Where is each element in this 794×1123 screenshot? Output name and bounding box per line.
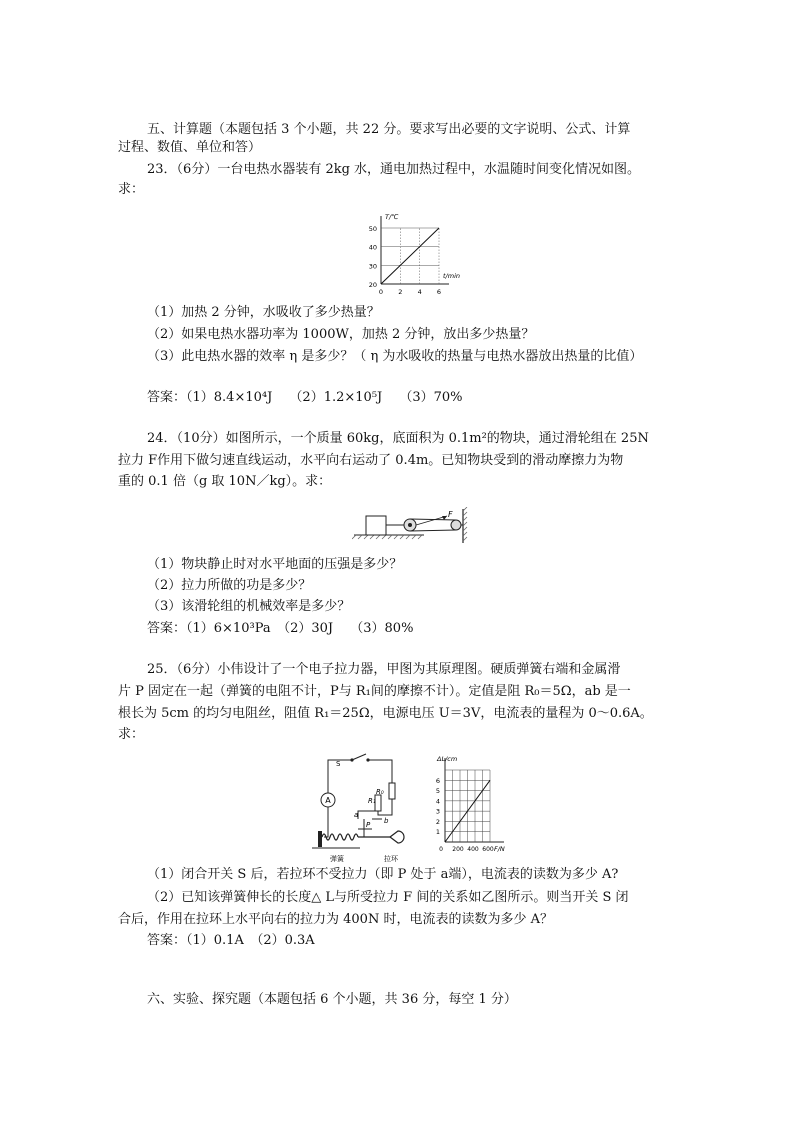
q25-extension-chart (425, 752, 535, 856)
y-tick-label: 40 (368, 243, 377, 252)
r1-label: R₁ (368, 797, 376, 805)
y-tick-label: 20 (368, 281, 377, 289)
x-tick-label: 0 (439, 846, 443, 853)
x-tick-label: 200 (452, 846, 464, 853)
q24-stem-line1: 24．（10分）如图所示，一个质量 60kg，底面积为 0.1m²的物块，通过滑轮组在 25N (147, 431, 649, 446)
q25-answer: 答案：（1）0.1A （2）0.3A (147, 933, 315, 948)
wire-r0-r1 (378, 799, 392, 815)
y-tick-label: 3 (435, 807, 440, 816)
y-tick-label: 4 (435, 797, 440, 806)
y-tick-label: 30 (368, 262, 377, 271)
q25-stem-line1: 25．（6分）小伟设计了一个电子拉力器，甲图为其原理图。硬质弹簧右端和金属滑 (147, 662, 621, 677)
terminal-b-label: b (384, 817, 389, 825)
x-axis-label: t/min (443, 272, 460, 280)
q24-question-1: （1）物块静止时对水平地面的压强是多少？ (147, 557, 403, 572)
spring-label: 弹簧 (330, 855, 344, 863)
moving-pulley-axle (408, 523, 412, 527)
q25-question-2-line1: （2）已知该弹簧伸长的长度△ L与所受拉力 F 间的关系如乙图所示。则当开关 S 闭 (147, 890, 629, 905)
switch-label: S (336, 760, 341, 768)
r0-resistor (389, 783, 395, 799)
q24-pulley-figure (352, 507, 477, 547)
r0-label: R₀ (376, 788, 384, 796)
pull-ring (390, 831, 404, 843)
q24-stem-line3: 重的 0.1 倍（g 取 10N／kg）。求： (118, 474, 332, 489)
q24-answer: 答案：（1）6×10³Pa （2）30J （3）80% (147, 621, 414, 636)
section5-heading-line1: 五、计算题（本题包括 3 个小题，共 22 分。要求写出必要的文字说明、公式、计算 (147, 122, 631, 137)
q23-question-2: （2）如果电热水器功率为 1000W，加热 2 分钟，放出多少热量？ (147, 327, 535, 342)
q25-stem-line3: 根长为 5cm 的均匀电阻丝，阻值 R₁＝25Ω，电源电压 U＝3V，电流表的量程为 0～0.6A。 (118, 706, 653, 721)
q23-stem-line2: 求： (118, 182, 145, 197)
section5-heading-line2: 过程、数值、单位和答） (118, 140, 262, 155)
q25-question-2-line2: 合后，作用在拉环上水平向右的拉力为 400N 时，电流表的读数为多少 A？ (118, 912, 553, 927)
y-tick-label: 2 (435, 817, 440, 826)
q24-question-2: （2）拉力所做的功是多少？ (147, 578, 312, 593)
q25-stem-line2: 片 P 固定在一起（弹簧的电阻不计，P与 R₁间的摩擦不计）。定值是阻 R₀＝5Ω，ab 是一 (118, 684, 631, 699)
q25-circuit-diagram (312, 753, 412, 865)
block (366, 516, 386, 535)
x-tick-label: 0 (378, 288, 384, 296)
x-tick-label: 400 (467, 846, 479, 853)
y-tick-label: 5 (435, 787, 440, 796)
q25-stem-line4: 求： (118, 727, 145, 742)
y-tick-label: 50 (368, 225, 377, 233)
wire-left-bottom (324, 807, 328, 837)
slider-p-label: P (366, 821, 371, 829)
pull-rope (416, 516, 447, 525)
temperature-line (381, 228, 439, 284)
ring-label: 拉环 (384, 855, 398, 863)
x-tick-label: 2 (398, 288, 403, 296)
q23-temperature-chart (355, 210, 465, 302)
x-axis-label: F/N (494, 845, 505, 853)
wire-right-top (368, 760, 392, 783)
x-tick-label: 4 (417, 288, 422, 296)
switch-blade (352, 754, 366, 760)
q23-question-3: （3）此电热水器的效率 η 是多少？（ η 为水吸收的热量与电热水器放出热量的比值） (147, 349, 643, 364)
q24-question-3: （3）该滑轮组的机械效率是多少？ (147, 599, 351, 614)
fixed-pulley (451, 520, 461, 530)
y-tick-label: 1 (435, 828, 440, 837)
q23-stem-line1: 23．（6分）一台电热水器装有 2kg 水，通电加热过程中，水温随时间变化情况如图。 (147, 162, 641, 177)
wall-hatching (463, 507, 467, 541)
r1-resistor (375, 795, 381, 811)
q24-stem-line2: 拉力 F作用下做匀速直线运动，水平向右运动了 0.4m。已知物块受到的滑动摩擦力为物 (118, 453, 624, 468)
terminal-a-label: a (354, 811, 359, 819)
x-tick-label: 6 (436, 288, 442, 296)
spring-mount (318, 831, 322, 847)
y-axis-label: ΔL/cm (437, 755, 458, 763)
section6-heading: 六、实验、探究题（本题包括 6 个小题，共 36 分，每空 1 分） (147, 992, 517, 1007)
ammeter-label: A (325, 796, 331, 805)
q23-question-1: （1）加热 2 分钟，水吸收了多少热量？ (147, 305, 380, 320)
y-axis-label: T/℃ (385, 213, 399, 221)
q25-question-1: （1）闭合开关 S 后，若拉环不受拉力（即 P 处于 a端），电流表的读数为多少 A? (147, 867, 619, 882)
y-tick-label: 6 (435, 776, 440, 785)
x-tick-label: 600 (482, 846, 494, 853)
ground-hatching (352, 535, 422, 539)
q23-answer: 答案：（1）8.4×10⁴J （2）1.2×10⁵J （3）70% (147, 390, 463, 405)
force-label: F (448, 510, 453, 519)
